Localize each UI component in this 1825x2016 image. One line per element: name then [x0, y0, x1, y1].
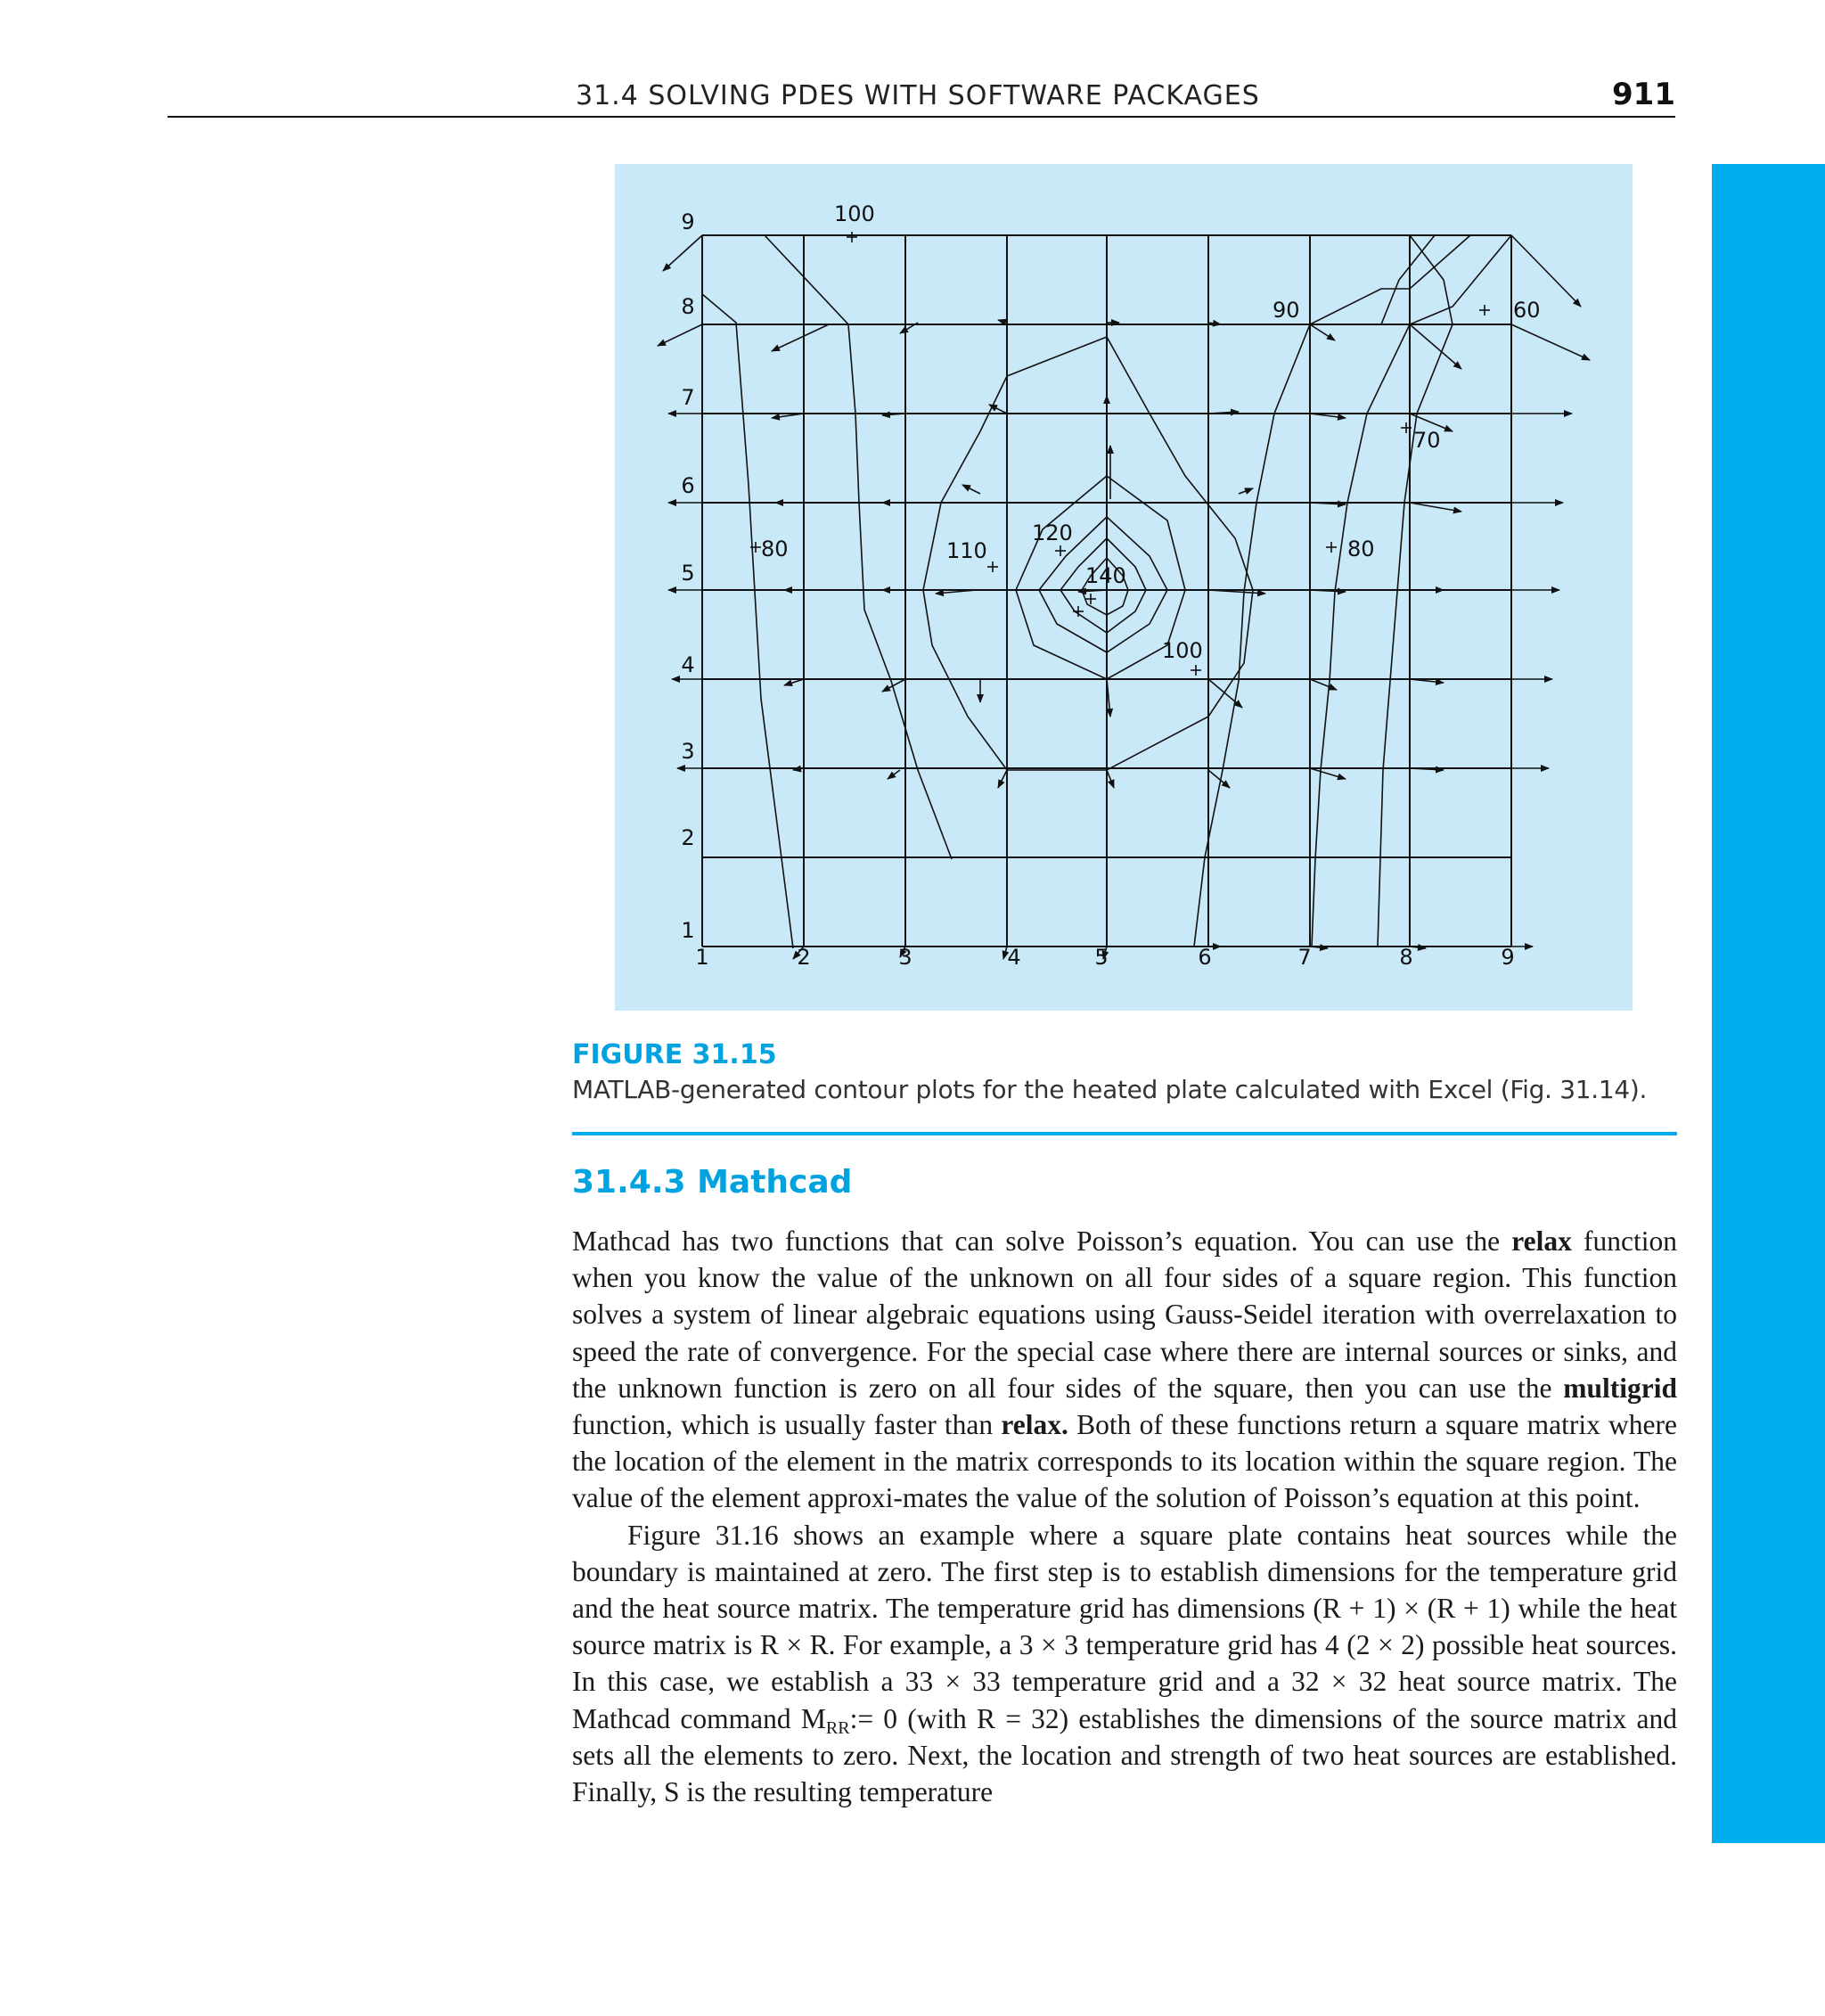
flux-arrow	[998, 770, 1007, 788]
flux-arrow	[1511, 324, 1590, 360]
text-run: Figure 31.16 shows an example where a square plate contains heat sources while the boundary is maintained at zero. The first step is to establish dimensions for the temperature grid and the heat source matrix. The temperature grid has dimensions (R + 1) × (R + 1) while the heat source matrix is R × R. For example, a 3 × 3 temperature grid has 4 (2 × 2) possible heat sources. In this case, we establish a 33 × 33 temperature grid and a 32 × 32 heat source matrix. The Mathcad command M	[572, 1519, 1677, 1734]
bold-term-relax: relax	[1511, 1225, 1572, 1257]
flux-arrow	[1107, 770, 1114, 788]
y-tick-label: 4	[681, 652, 695, 677]
flux-arrow	[1410, 324, 1461, 369]
flux-arrow	[663, 235, 702, 271]
paragraph-1	[572, 1223, 1677, 1517]
bold-term-relax-2: relax.	[1001, 1409, 1068, 1441]
flux-arrow	[658, 324, 702, 346]
text-run: := 0 (with R = 32) establishes the dimensions of the source matrix and sets all the elements to zero. Next, the location and strength of two heat sources are established. Finally, S is the resulting temperature	[572, 1702, 1678, 1808]
contour-label-marks	[750, 232, 1490, 676]
contour-label: 60	[1513, 298, 1541, 323]
flux-arrow	[1208, 679, 1242, 708]
header-rule	[168, 116, 1675, 118]
flux-arrow	[888, 770, 900, 779]
x-tick-label: 9	[1501, 945, 1515, 970]
flux-arrow	[1410, 503, 1461, 512]
flux-arrow	[1310, 679, 1337, 690]
y-tick-label: 6	[681, 473, 695, 498]
text-run: Both of these functions return a square matrix where the location of the element in the matrix corresponds to its location within the square region. The value of the element approxi-mates the value of the solution of Poisson’s equation at this point.	[572, 1409, 1677, 1514]
figure-label: FIGURE 31.15	[572, 1039, 777, 1070]
contour-line	[1381, 235, 1435, 324]
running-header-title: 31.4 SOLVING PDES WITH SOFTWARE PACKAGES	[576, 80, 1260, 111]
flux-arrow	[962, 485, 980, 494]
x-tick-label: 5	[1094, 945, 1109, 970]
x-tick-label: 7	[1297, 945, 1312, 970]
page-number: 911	[1612, 77, 1675, 112]
y-tick-label: 1	[681, 918, 695, 943]
flux-arrow	[1239, 488, 1253, 494]
body-text	[572, 1223, 1677, 1810]
subscript: RR	[825, 1717, 850, 1738]
contour-label: 90	[1273, 298, 1300, 323]
side-color-tab	[1712, 164, 1825, 1843]
flux-arrow	[1511, 235, 1581, 307]
contour-line	[1194, 324, 1310, 947]
text-run: Mathcad has two functions that can solve Poisson’s equation. You can use the	[572, 1225, 1512, 1257]
flux-arrow	[772, 324, 829, 351]
y-tick-label: 3	[681, 739, 695, 764]
x-tick-label: 3	[898, 945, 912, 970]
bold-term-multigrid: multigrid	[1563, 1372, 1677, 1404]
contour-line	[702, 294, 793, 948]
contour-label: 100	[1162, 638, 1203, 663]
contour-label: 110	[946, 538, 987, 563]
flux-arrow	[998, 320, 1007, 323]
section-heading: 31.4.3 Mathcad	[572, 1164, 853, 1201]
paragraph-2	[572, 1517, 1677, 1811]
x-tick-label: 8	[1399, 945, 1413, 970]
contour-line	[1410, 235, 1511, 324]
contour-plot-svg	[615, 164, 1633, 1011]
x-tick-label: 4	[1007, 945, 1021, 970]
contour-line	[765, 235, 952, 859]
contour-plot-figure	[615, 164, 1633, 1011]
grid-lines	[702, 235, 1511, 947]
contour-label: 70	[1413, 428, 1441, 453]
contour-label: 80	[1347, 537, 1375, 561]
contour-label: 80	[761, 537, 789, 561]
contour-label: 140	[1085, 563, 1126, 588]
flux-arrow	[989, 405, 1007, 414]
flux-arrow	[1310, 768, 1346, 779]
y-tick-label: 2	[681, 825, 695, 850]
contour-label: 100	[834, 201, 875, 226]
contour-line	[1312, 324, 1410, 947]
caption-rule	[572, 1132, 1677, 1135]
flux-arrow	[784, 679, 804, 685]
figure-caption: MATLAB-generated contour plots for the heated plate calculated with Excel (Fig. 31.14).	[572, 1075, 1648, 1104]
y-tick-labels	[681, 209, 694, 943]
text-run: function, which is usually faster than	[572, 1409, 1002, 1441]
x-tick-label: 6	[1198, 945, 1212, 970]
contour-label: 120	[1032, 520, 1073, 545]
y-tick-label: 8	[681, 294, 695, 319]
y-tick-label: 5	[681, 561, 695, 586]
x-tick-labels	[695, 945, 1514, 970]
contour-value-labels	[761, 201, 1541, 663]
flux-arrow	[1310, 324, 1335, 340]
x-tick-label: 1	[695, 945, 709, 970]
y-tick-label: 7	[681, 385, 695, 410]
flux-arrows	[658, 235, 1590, 959]
y-tick-label: 9	[681, 209, 695, 234]
text-run: function when you know the value of the unknown on all four sides of a square region. This function solves a system of linear algebraic equations using Gauss-Seidel iteration with overrelaxation to speed the rate of convergence. For the special case where there are internal sources or sinks, and the unknown function is zero on all four sides of the square, then you can use the	[572, 1225, 1677, 1404]
contour-line	[1310, 235, 1470, 324]
x-tick-label: 2	[797, 945, 811, 970]
